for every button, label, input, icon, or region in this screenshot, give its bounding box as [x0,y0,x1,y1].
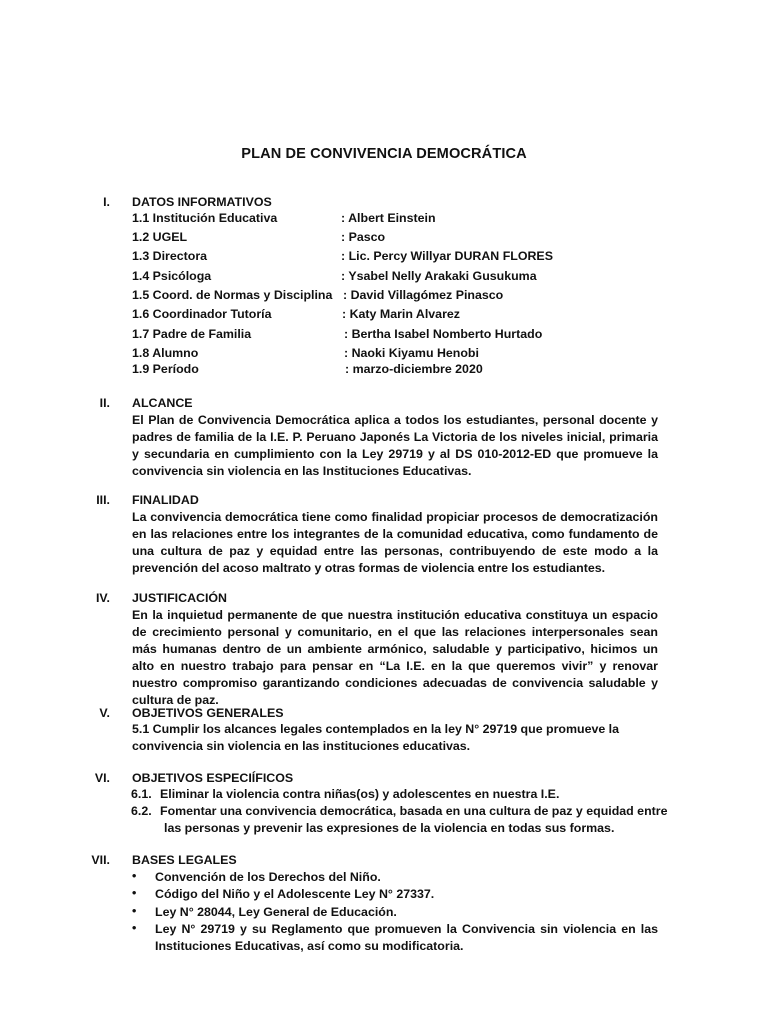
section-number-bases-legales: VII. [91,853,110,867]
datos-row-label: 1.9 Período [132,362,199,376]
datos-row-label: 1.7 Padre de Familia [132,327,252,341]
datos-row [132,288,692,306]
datos-row-value: : Albert Einstein [341,211,436,225]
section-number-alcance: II. [99,396,110,410]
section-heading-justificacion: JUSTIFICACIÓN [132,591,227,605]
datos-row-value: : marzo-diciembre 2020 [345,362,483,376]
list-item-text: Ley N° 28044, Ley General de Educación. [155,905,397,919]
datos-row-label: 1.8 Alumno [132,346,199,360]
section-number-datos: I. [103,195,110,209]
section-number-objetivos-especificos: VI. [94,771,110,785]
datos-row [132,327,692,345]
bullet-icon: • [132,921,137,935]
datos-row-value: : David Villagómez Pinasco [343,288,504,302]
datos-row-label: 1.5 Coord. de Normas y Disciplina [132,288,333,302]
alcance-paragraph: El Plan de Convivencia Democrática aplica a todos los estudiantes, personal docente y padres de familia de la I.E. P. Peruano Japonés La Victoria de los niveles inicial, primaria y secundaria en cumplimiento con la Ley 29719 y al DS 010-2012-ED que promueve la convivencia sin violencia en las Instituciones Educativas. [132,413,658,478]
datos-row [132,249,692,267]
section-number-justificacion: IV. [95,591,110,605]
datos-row [132,362,692,380]
section-heading-finalidad: FINALIDAD [132,493,199,507]
section-heading-bases-legales: BASES LEGALES [132,853,237,867]
datos-row [132,211,692,229]
finalidad-paragraph: La convivencia democrática tiene como finalidad propiciar procesos de democratización en las relaciones entre los integrantes de la comunidad educativa, como fundamento de una cultura de paz y equidad entre las personas, contribuyendo de este modo a la prevención del acoso maltrato y otras formas de violencia entre los estudiantes. [132,510,658,575]
section-heading-datos: DATOS INFORMATIVOS [132,195,272,209]
datos-row-value: : Ysabel Nelly Arakaki Gusukuma [341,269,537,283]
section-heading-objetivos-especificos: OBJETIVOS ESPECIÍFICOS [132,771,294,785]
objetivo-especifico-number: 6.2. [131,804,152,818]
section-heading-alcance: ALCANCE [132,396,193,410]
document-title: PLAN DE CONVIVENCIA DEMOCRÁTICA [241,146,527,162]
bullet-icon: • [132,886,137,900]
objetivo-especifico-text: Fomentar una convivencia democrática, basada en una cultura de paz y equidad entre [160,804,668,818]
datos-row-label: 1.1 Institución Educativa [132,211,278,225]
list-item-text: Ley N° 29719 y su Reglamento que promueven la Convivencia sin violencia en las Instituciones Educativas, así como su modificatoria. [155,922,658,953]
section-number-objetivos-generales: V. [99,706,110,720]
justificacion-paragraph: En la inquietud permanente de que nuestra institución educativa constituya un espacio de crecimiento personal y comunitario, en el que las relaciones interpersonales sean más humanas dentro de un ambiente armónico, saludable y participativo, hicimos un alto en nuestro trabajo para pensar en “La I.E. en la que queremos vivir” y renovar nuestro compromiso garantizando condiciones adecuadas de convivencia saludable y cultura de paz. [132,608,658,707]
datos-row-label: 1.3 Directora [132,249,208,263]
section-heading-objetivos-generales: OBJETIVOS GENERALES [132,706,284,720]
datos-row [132,307,692,325]
datos-row-value: : Pasco [341,230,386,244]
datos-row-label: 1.6 Coordinador Tutoría [132,307,272,321]
datos-row-value: : Katy Marin Alvarez [342,307,460,321]
bullet-icon: • [132,869,137,883]
datos-row-value: : Bertha Isabel Nomberto Hurtado [344,327,543,341]
section-number-finalidad: III. [96,493,110,507]
list-item-text: Código del Niño y el Adolescente Ley N° 27337. [155,887,435,901]
datos-row-value: : Naoki Kiyamu Henobi [344,346,479,360]
list-item-text: Convención de los Derechos del Niño. [155,870,381,884]
objetivo-general-line: 5.1 Cumplir los alcances legales contemplados en la ley N° 29719 que promueve la [132,722,620,736]
datos-row [132,269,692,287]
objetivo-especifico-text: Eliminar la violencia contra niñas(os) y adolescentes en nuestra I.E. [160,787,560,801]
datos-row [132,230,692,248]
objetivo-general-line: convivencia sin violencia en las instituciones educativas. [132,739,471,753]
objetivo-especifico-continuation: las personas y prevenir las expresiones de la violencia en todas sus formas. [164,821,615,835]
bullet-icon: • [132,904,137,918]
objetivo-especifico-number: 6.1. [131,787,152,801]
datos-row-label: 1.4 Psicóloga [132,269,212,283]
datos-row-value: : Lic. Percy Willyar DURAN FLORES [341,249,553,263]
datos-row-label: 1.2 UGEL [132,230,188,244]
